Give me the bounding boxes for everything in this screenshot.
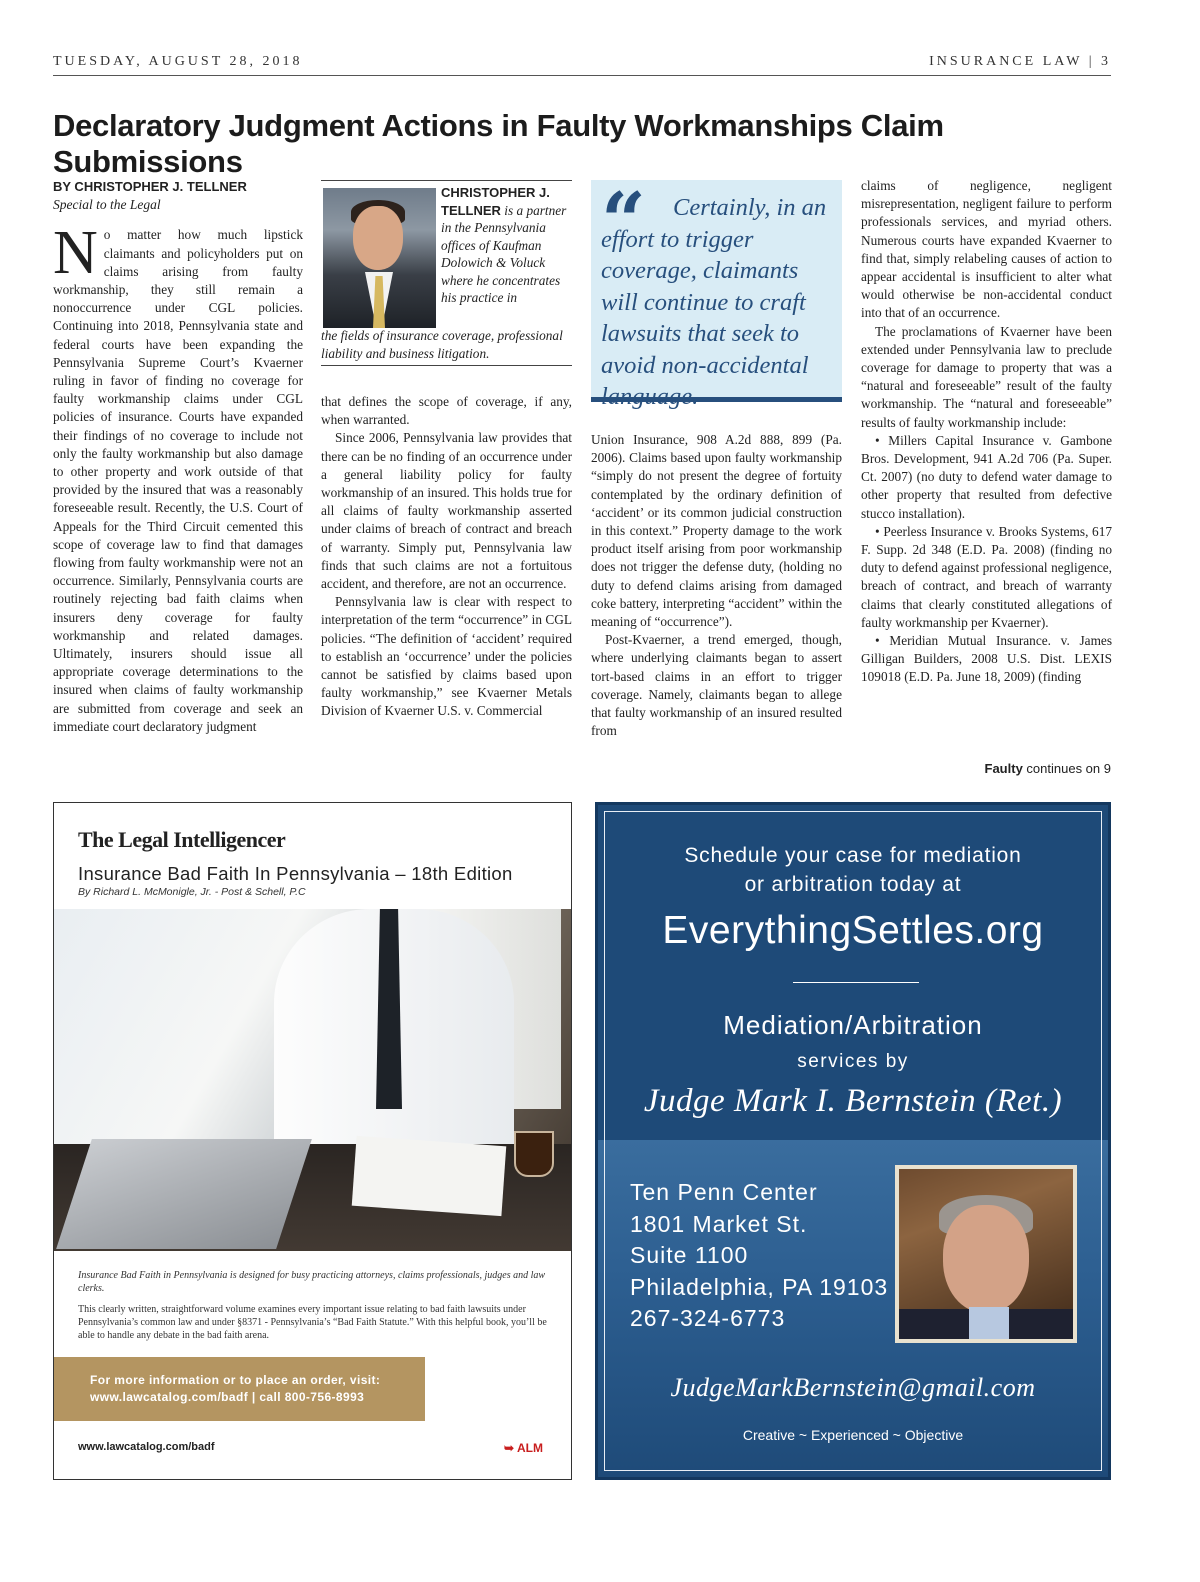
author-photo bbox=[323, 188, 436, 328]
judge-photo bbox=[895, 1165, 1077, 1343]
author-name: CHRISTOPHER J. TELLNER bbox=[441, 185, 550, 218]
email-link[interactable]: JudgeMarkBernstein@gmail.com bbox=[670, 1373, 1036, 1402]
section-page-label: INSURANCE LAW | 3 bbox=[929, 54, 1111, 69]
article-column-1 bbox=[53, 178, 303, 736]
everythingsettles-link[interactable]: EverythingSettles.org bbox=[662, 909, 1044, 952]
legal-intelligencer-logo: The Legal Intelligencer bbox=[78, 827, 286, 852]
drop-cap: N bbox=[53, 219, 98, 288]
catalog-url-link[interactable]: www.lawcatalog.com/badf bbox=[78, 1441, 215, 1453]
article-headline: Declaratory Judgment Actions in Faulty Workmanships Claim Submissions bbox=[53, 108, 944, 179]
ad-photo bbox=[54, 909, 571, 1251]
office-address: Ten Penn Center 1801 Market St. Suite 1100 Philadelphia, PA 19103 267-324-6773 bbox=[630, 1177, 888, 1335]
article-lead-paragraph: No matter how much lipstick claimants and policyholders put on claims arising from faulty workmanship, they still remain a nonoccurrence under CGL policies. Continuing into 2018, Pennsylvania state and federal courts have been expanding the Pennsylvania Supreme Court’s Kvaerner ruling in favor of finding no coverage for faulty workmanship claims under CGL policies of insurance. Courts have expanded their findings of no coverage to include not only the faulty workmanship but also damage to other property and work outside of that provided by the insured that was a reasonably foreseeable result. Recently, the U.S. Court of Appeals for the Third Circuit cemented this scope of coverage law to find that damages flowing from faulty workmanship were not an occurrence. Similarly, Pennsylvania courts are routinely rejecting bad faith claims when insurers deny coverage for faulty workmanship and related damages. Ultimately, insurers should issue all appropriate coverage determinations to the insured when claims of faulty workmanship are submitted from coverage and seek an immediate court declaratory judgment bbox=[53, 219, 303, 734]
article-column-2 bbox=[321, 393, 572, 721]
book-author: By Richard L. McMonigle, Jr. - Post & Schell, P.C bbox=[78, 886, 306, 898]
paragraph: claims of negligence, negligent misrepresentation, negligent failure to perform professionals services, and myriad others. Numerous courts have expanded Kvaerner to find that, simply relabeling causes of action to appear accidental is insufficient to alter what would otherwise be non-accidental conduct into that of an occurrence. bbox=[861, 178, 1112, 321]
book-advertisement[interactable] bbox=[53, 802, 572, 1480]
article-column-4 bbox=[861, 177, 1112, 687]
issue-date: TUESDAY, AUGUST 28, 2018 bbox=[53, 54, 303, 69]
divider bbox=[793, 982, 919, 983]
paragraph: Union Insurance, 908 A.2d 888, 899 (Pa. 2006). Claims based upon faulty workmanship “simply do not present the degree of fortuity contemplated by the ordinary definition of ‘accident’ or its common judicial construction in this context.” Property damage to the work product itself arising from poor workmanship does not trigger the defense duty, (holding no duty to defend claims arising from damaged coke battery, interpreting “accident” within the meaning of “occurrence”). bbox=[591, 432, 842, 630]
author-box bbox=[321, 180, 572, 366]
book-description: This clearly written, straightforward volume examines every important issue relating to bad faith lawsuits under Pennsylvania’s common law and under §8371 - Pennsylvania’s “Bad Faith Statute.” With this helpful book, you’ll be able to handle any debate in the bad faith arena. bbox=[78, 1304, 547, 1341]
paragraph: Since 2006, Pennsylvania law provides that there can be no finding of an occurrence under a general liability policy for faulty workmanship of an insured. This holds true for all claims of faulty workmanship asserted under claims of breach of contract and breach of warranty. Simply put, Pennsylvania law finds that such claims are not a fortuitous accident, and therefore, are not an occurrence. bbox=[321, 430, 572, 592]
paragraph: Post-Kvaerner, a trend emerged, though, where underlying claimants began to assert tort-based claims in an effort to trigger coverage. Namely, claimants began to allege that faulty workmanship of an insured resulted from bbox=[591, 632, 842, 739]
continued-line: Faulty continues on 9 bbox=[984, 761, 1111, 776]
judge-name: Judge Mark I. Bernstein (Ret.) bbox=[643, 1083, 1063, 1119]
order-info-box[interactable] bbox=[54, 1357, 425, 1421]
paragraph: that defines the scope of coverage, if any, when warranted. bbox=[321, 394, 572, 428]
case-bullet: • Meridian Mutual Insurance. v. James Gilligan Builders, 2008 U.S. Dist. LEXIS 109018 (E.D. Pa. June 18, 2009) (finding bbox=[861, 633, 1112, 685]
paragraph: Pennsylvania law is clear with respect to interpretation of the term “occurrence” in CGL policies. “The definition of ‘accident’ required to establish an ‘occurrence’ under the policies cannot be satisfied by claims based upon faulty workmanship,” see Kvaerner Metals Division of Kvaerner U.S. v. Commercial bbox=[321, 594, 572, 719]
ad-intro-text: Schedule your case for mediation or arbitration today at bbox=[684, 844, 1022, 896]
byline: BY CHRISTOPHER J. TELLNER bbox=[53, 179, 247, 194]
order-info-label: For more information or to place an order, visit: bbox=[90, 1373, 381, 1387]
mediation-advertisement[interactable] bbox=[595, 802, 1111, 1480]
phone-number[interactable]: 267-324-6773 bbox=[630, 1305, 786, 1331]
byline-subtitle: Special to the Legal bbox=[53, 197, 161, 213]
paragraph: The proclamations of Kvaerner have been extended under Pennsylvania law to preclude coverage for damage to property that was a “natural and foreseeable” result of the faulty workmanship. The “natural and foreseeable” results of faulty workmanship include: bbox=[861, 323, 1112, 430]
article-column-3 bbox=[591, 431, 842, 740]
case-bullet: • Peerless Insurance v. Brooks Systems, 617 F. Supp. 2d 348 (E.D. Pa. 2008) (finding no duty to defend against professional negligence, breach of contract, and breach of warranty claims that clearly constituted allegations of faulty workmanship per Kvaerner). bbox=[861, 523, 1112, 630]
running-header bbox=[53, 52, 1111, 76]
tagline: Creative ~ Experienced ~ Objective bbox=[742, 1427, 964, 1443]
order-info-link[interactable]: www.lawcatalog.com/badf | call 800-756-8993 bbox=[90, 1390, 365, 1404]
pull-quote-text: Certainly, in an effort to trigger coverage, claimants will continue to craft lawsuits that seek to avoid non-accidental language. bbox=[601, 194, 827, 410]
quote-mark-icon: “ bbox=[601, 176, 646, 267]
alm-logo: ➥ ALM bbox=[504, 1441, 543, 1455]
case-bullet: • Millers Capital Insurance v. Gambone Bros. Development, 941 A.2d 706 (Pa. Super. Ct. 2007) (no duty to defend water damage to other property that resulted from defective stucco installation). bbox=[861, 432, 1112, 521]
service-title: Mediation/Arbitration bbox=[723, 1010, 983, 1040]
book-title: Insurance Bad Faith In Pennsylvania – 18th Edition bbox=[78, 863, 513, 884]
author-bio-text: the fields of insurance coverage, professional liability and business litigation. bbox=[321, 328, 563, 361]
book-description-intro: Insurance Bad Faith in Pennsylvania is designed for busy practicing attorneys, claims professionals, judges and law clerks. bbox=[78, 1270, 546, 1294]
pull-quote bbox=[591, 176, 842, 410]
author-bio: CHRISTOPHER J. TELLNER is a partner in the Pennsylvania offices of Kaufman Dolowich & Voluck where he concentrates his practice in bbox=[441, 185, 567, 305]
continued-keyword: Faulty bbox=[984, 761, 1023, 776]
services-by-label: services by bbox=[797, 1051, 909, 1072]
